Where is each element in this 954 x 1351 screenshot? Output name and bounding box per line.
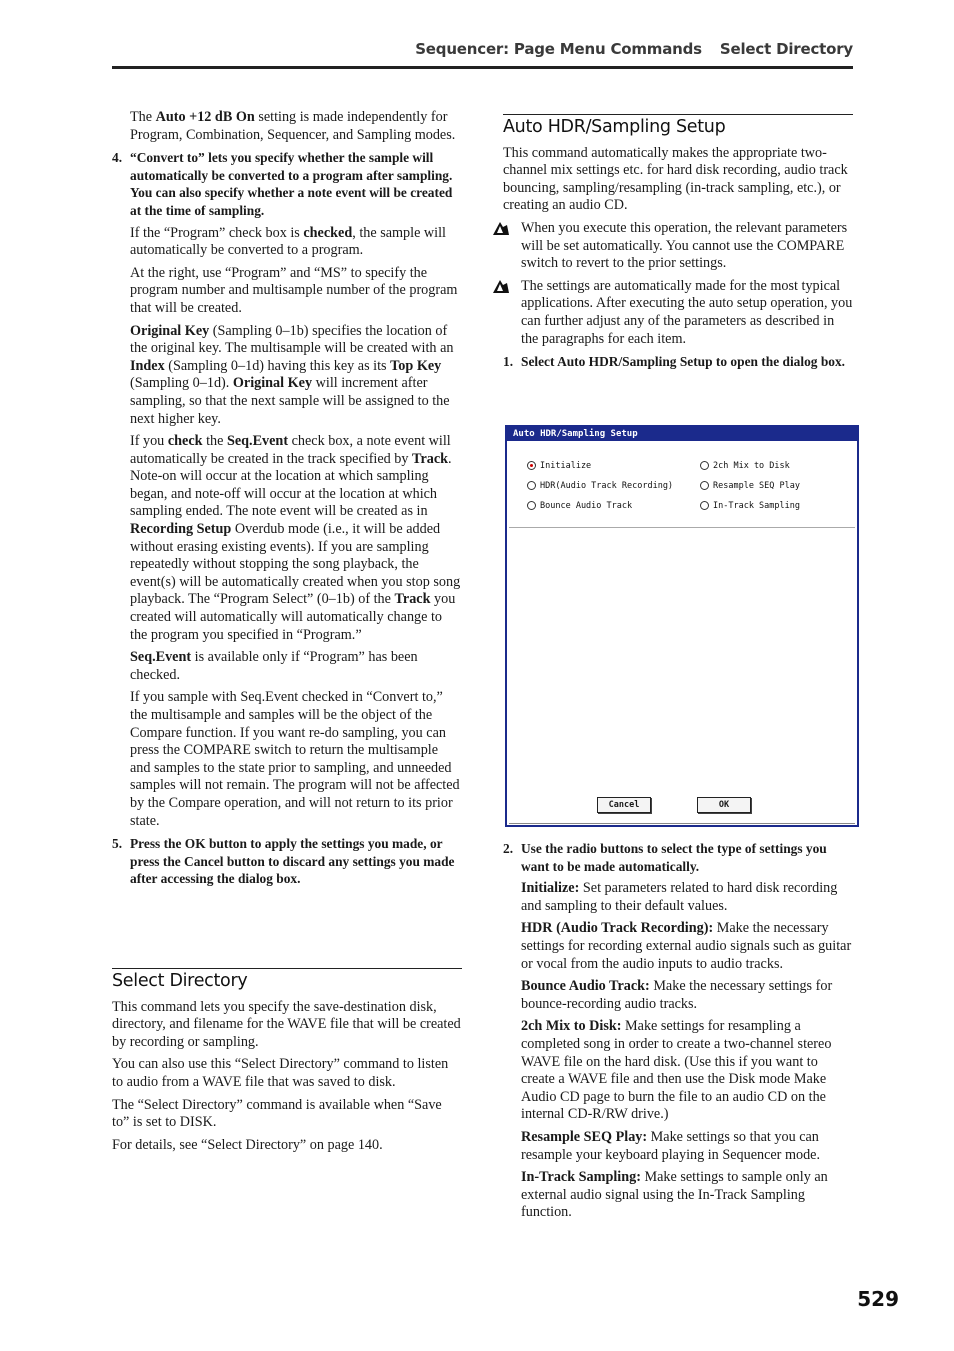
radio-2ch-mix-to-disk[interactable]: 2ch Mix to Disk <box>700 461 790 471</box>
warning-hand-icon <box>491 220 511 236</box>
step-1: 1. Select Auto HDR/Sampling Setup to open the dialog box. <box>503 354 846 370</box>
warning-hand-icon <box>491 278 511 294</box>
paragraph-sd-1: This command lets you specify the save-destination disk, directory, and filename for the WAVE file that will be created by recording or sampling. <box>112 998 461 1050</box>
paragraph-sd-3: The “Select Directory” command is available when “Save to” is set to DISK. <box>112 1096 442 1131</box>
ok-button[interactable]: OK <box>697 797 751 813</box>
note-1: When you execute this operation, the relevant parameters will be set automatically. You cannot use the COMPARE switch to revert to the prior settings. <box>503 220 853 273</box>
radio-icon <box>527 501 536 510</box>
auto-hdr-dialog <box>505 425 859 827</box>
desc-hdr: HDR (Audio Track Recording): Make the necessary settings for recording external audio signals such as guitar or vocal from the audio inputs to audio tracks. <box>521 920 852 972</box>
radio-resample-seq-play[interactable]: Resample SEQ Play <box>700 481 800 491</box>
left-column <box>112 109 462 893</box>
radio-icon <box>700 461 709 470</box>
radio-icon <box>700 501 709 510</box>
paragraph-original-key: Original Key (Sampling 0–1b) specifies the location of the original key. The multisample will be created with an Index (Sampling 0–1d) having this key as its Top Key (Sampling 0–1d). Original Key will increment after sampling, so that the next sample will be assigned to the next higher key. <box>130 322 454 427</box>
cancel-button[interactable]: Cancel <box>597 797 651 813</box>
header-rule <box>112 66 853 69</box>
paragraph-program-checkbox: If the “Program” check box is checked, the sample will automatically be converted to a program. <box>130 224 446 259</box>
paragraph-program-ms: At the right, use “Program” and “MS” to specify the program number and multisample number of the program that will be created. <box>130 264 458 316</box>
desc-in-track: In-Track Sampling: Make settings to sample only an external audio signal using the In-Track Sampling function. <box>521 1169 828 1221</box>
radio-bounce-audio-track[interactable]: Bounce Audio Track <box>527 501 632 511</box>
step-2: 2. Use the radio buttons to select the type of settings you want to be made automatically. <box>503 841 827 874</box>
running-header <box>415 40 853 58</box>
radio-selected-icon <box>527 461 536 470</box>
right-column-top <box>503 114 853 376</box>
paragraph-sd-2: You can also use this “Select Directory” command to listen to audio from a WAVE file that was saved to disk. <box>112 1056 449 1090</box>
step-5: 5. Press the OK button to apply the settings you made, or press the Cancel button to discard any settings you made after accessing the dialog box. <box>112 836 455 887</box>
note-2: The settings are automatically made for the most typical applications. After executing the auto setup operation, you can further adjust any of the parameters as described in the paragraphs for each item. <box>503 278 853 348</box>
desc-resample: Resample SEQ Play: Make settings so that you can resample your keyboard playing in Sequencer mode. <box>521 1128 821 1163</box>
dialog-bottom-border <box>509 823 855 824</box>
page-number: 529 <box>857 1287 899 1311</box>
section-rule <box>503 114 853 115</box>
radio-initialize[interactable]: Initialize <box>527 461 591 471</box>
desc-2ch-mix: 2ch Mix to Disk: Make settings for resampling a completed song in order to create a two-channel stereo WAVE file on the hard disk. (Use this if you want to create a WAVE file and then use the Disk mode Make Audio CD page to burn the file to an audio CD on the internal CD-R/RW drive.) <box>521 1018 832 1123</box>
header-chapter: Sequencer: Page Menu Commands <box>415 40 702 58</box>
section-title-auto-hdr: Auto HDR/Sampling Setup <box>503 117 726 137</box>
paragraph-compare: If you sample with Seq.Event checked in “Convert to,” the multisample and samples will be the object of the Compare function. If you want re-do sampling, you can press the COMPARE switch to return the multisample and samples to the state prior to sampling, and unneeded samples will not remain. The program will not be affected by the Compare operation, and will not return to its prior state. <box>130 689 460 829</box>
select-directory-section <box>112 968 462 1159</box>
dialog-options-area <box>509 443 855 528</box>
header-section: Select Directory <box>719 40 853 58</box>
paragraph-seq-event-availability: Seq.Event is available only if “Program” has been checked. <box>130 649 418 683</box>
section-title-select-directory: Select Directory <box>112 971 248 991</box>
paragraph-sd-4: For details, see “Select Directory” on page 140. <box>112 1136 383 1153</box>
radio-in-track-sampling[interactable]: In-Track Sampling <box>700 501 800 511</box>
paragraph-seq-event: If you check the Seq.Event check box, a note event will automatically be created in the track specified by Track. Note-on will occur at the location at which sampling began, and note-off will occur at the location at which sampling ended. The note event will be created as in Recording Setup Overdub mode (i.e., it will be added without erasing existing events). If you are sampling repeatedly without stopping the song playback, the event(s) will be automatically created when you stop song playback. The “Program Select” (0–1b) of the Track you created will automatically will automatically change to the program you specified in “Program.” <box>130 433 461 643</box>
dialog-title: Auto HDR/Sampling Setup <box>507 427 857 441</box>
section-rule <box>112 968 462 969</box>
desc-bounce: Bounce Audio Track: Make the necessary settings for bounce-recording audio tracks. <box>521 978 833 1012</box>
paragraph-intro: This command automatically makes the appropriate two-channel mix settings etc. for hard disk recording, audio track bouncing, sampling/resampling (in-track sampling, etc.), or creating an audio CD. <box>503 144 848 214</box>
paragraph-auto-12db: The Auto +12 dB On setting is made independently for Program, Combination, Sequencer, and Sampling modes. <box>130 109 456 143</box>
radio-hdr-audio-track[interactable]: HDR(Audio Track Recording) <box>527 481 673 491</box>
right-column-bottom <box>503 840 853 1227</box>
step-4: 4. “Convert to” lets you specify whether the sample will automatically be converted to a program after sampling. You can also specify whether a note event will be created at the time of sampling. <box>112 150 453 218</box>
desc-initialize: Initialize: Set parameters related to hard disk recording and sampling to their default values. <box>521 880 838 914</box>
radio-icon <box>700 481 709 490</box>
radio-icon <box>527 481 536 490</box>
